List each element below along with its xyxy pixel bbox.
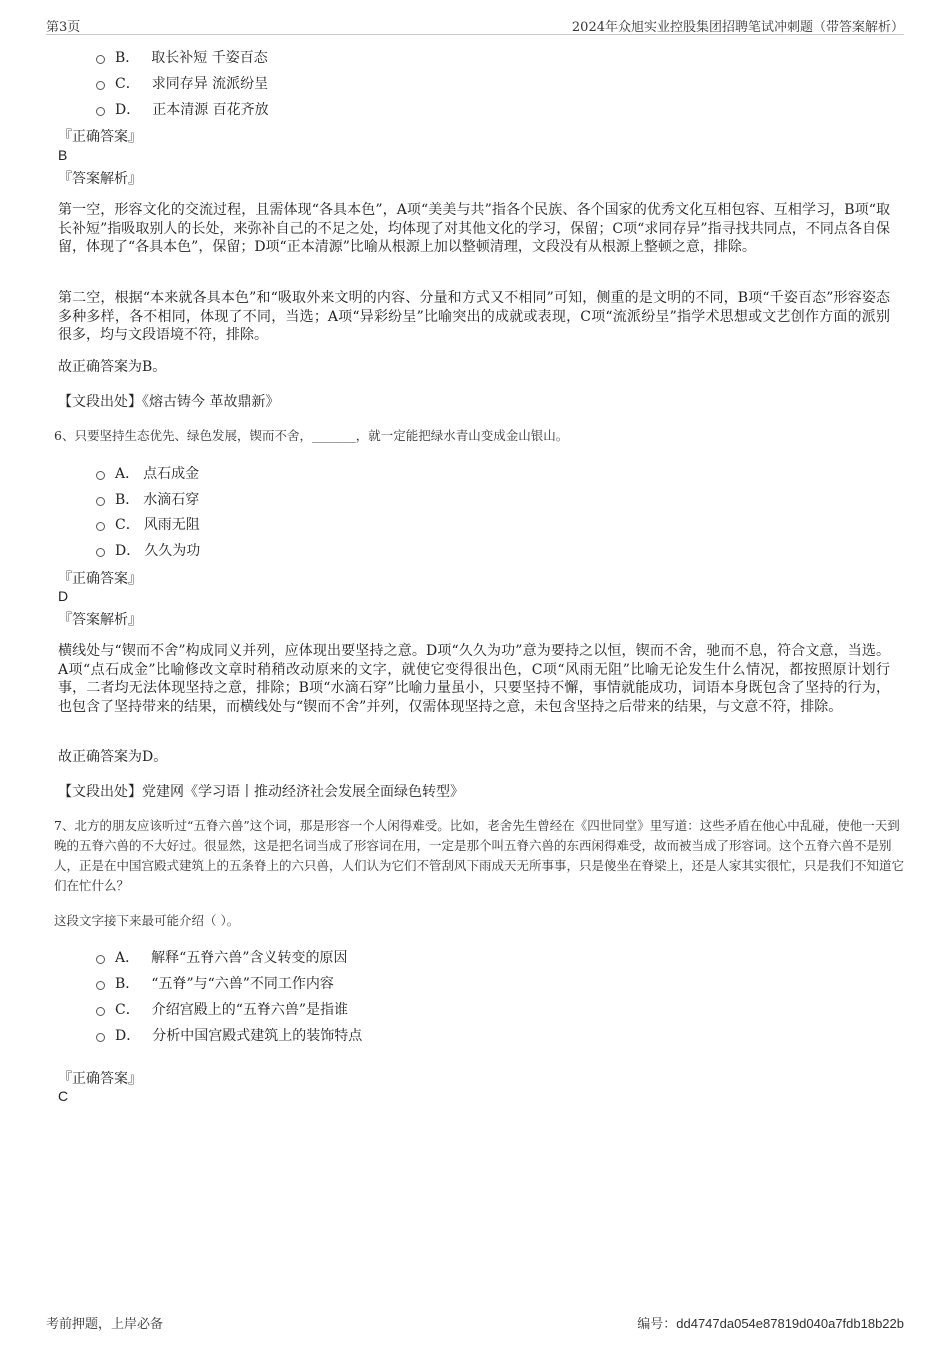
radio-icon[interactable] (96, 497, 105, 506)
code-value: dd4747da054e87819d040a7fdb18b22b (676, 1316, 904, 1331)
option-text: 久久为功 (144, 543, 201, 559)
option-text: 正本清源 百花齐放 (152, 102, 269, 118)
option-key: C． (115, 517, 140, 533)
footer-slogan: 考前押题，上岸必备 (46, 1317, 164, 1332)
option-text: 分析中国宫殿式建筑上的装饰特点 (152, 1028, 363, 1044)
q6-option-d[interactable] (96, 540, 200, 560)
radio-icon[interactable] (96, 1007, 105, 1016)
radio-icon[interactable] (96, 471, 105, 480)
document-title: 2024年众旭实业控股集团招聘笔试冲刺题（带答案解析） (571, 20, 904, 35)
q7-option-d[interactable] (96, 1025, 362, 1045)
analysis-label: 『答案解析』 (58, 171, 142, 187)
analysis-label: 『答案解析』 (58, 612, 142, 628)
q5-option-b[interactable] (96, 47, 268, 67)
question-text: 6、只要坚持生态优先、绿色发展，锲而不舍，_______，就一定能把绿水青山变成金山银山。 (54, 428, 569, 443)
option-text: 取长补短 千姿百态 (151, 50, 268, 66)
source-citation: 【文段出处】《熔古铸今 革故鼎新》 (58, 394, 280, 410)
radio-icon[interactable] (96, 981, 105, 990)
correct-answer: D (58, 588, 69, 604)
option-key: D． (115, 1028, 141, 1044)
radio-icon[interactable] (96, 107, 105, 116)
answer-label: 『正确答案』 (58, 571, 142, 587)
q5-option-c[interactable] (96, 73, 268, 93)
option-key: A． (115, 466, 140, 482)
option-key: D． (115, 102, 141, 118)
q6-option-a[interactable] (96, 463, 199, 483)
code-label: 编号： (637, 1317, 677, 1332)
header-divider (46, 34, 904, 35)
q7-option-b[interactable] (96, 973, 334, 993)
radio-icon[interactable] (96, 1033, 105, 1042)
q5-option-d[interactable] (96, 99, 269, 119)
option-text: 点石成金 (143, 466, 200, 482)
q7-option-c[interactable] (96, 999, 348, 1019)
radio-icon[interactable] (96, 81, 105, 90)
option-text: 水滴石穿 (143, 492, 200, 508)
analysis-paragraph: 第二空，根据“本来就各具本色”和“吸取外来文明的内容、分量和方式又不相同”可知，侧重的是文明的不同，B项“千姿百态”形容姿态多种多样，各不相同，体现了不同，当选；A项“异彩纷呈”比喻突出的成就或表现，C项“流派纷呈”指学术思想或文艺创作方面的派别很多，均与文段语境不符，排除。 (58, 290, 890, 343)
correct-answer: C (58, 1088, 69, 1104)
option-key: D． (115, 543, 141, 559)
analysis-paragraph: 横线处与“锲而不舍”构成同义并列，应体现出要坚持之意。D项“久久为功”意为要持之以恒，锲而不舍，驰而不息，符合文意，当选。A项“点石成金”比喻修改文章时稍稍改动原来的文字，就使它变得很出色，C项“风雨无阻”比喻无论发生什么情况，都按照原计划行事，二者均无法体现坚持之意，排除；B项“水滴石穿”比喻力量虽小，只要坚持不懈，事情就能成功，词语本身既包含了坚持的行为，也包含了坚持带来的结果，而横线处与“锲而不舍”并列，仅需体现坚持之意，未包含坚持之后带来的结果，与文意不符，排除。 (58, 643, 890, 715)
option-text: 求同存异 流派纷呈 (151, 76, 269, 92)
analysis-paragraph: 第一空，形容文化的交流过程，且需体现“各具本色”，A项“美美与共”指各个民族、各个国家的优秀文化互相包容、互相学习，B项“取长补短”指吸取别人的长处，来弥补自己的不足之处，均体现了对其他文化的学习，保留；C项“求同存异”指寻找共同点，不同点各自保留，体现了“各具本色”，保留；D项“正本清源”比喻从根源上加以整顿清理，文段没有从根源上整顿之意，排除。 (58, 202, 890, 255)
option-key: A． (115, 950, 140, 966)
source-citation: 【文段出处】党建网《学习语丨推动经济社会发展全面绿色转型》 (58, 784, 464, 800)
radio-icon[interactable] (96, 955, 105, 964)
radio-icon[interactable] (96, 522, 105, 531)
radio-icon[interactable] (96, 55, 105, 64)
option-text: 介绍宫殿上的“五脊六兽”是指谁 (151, 1002, 349, 1018)
conclusion: 故正确答案为B。 (58, 359, 167, 375)
option-key: B． (115, 976, 140, 992)
correct-answer: B (58, 147, 68, 163)
radio-icon[interactable] (96, 548, 105, 557)
option-key: C． (115, 1002, 140, 1018)
q6-option-b[interactable] (96, 489, 199, 509)
option-key: B． (115, 492, 140, 508)
question-text: 7、北方的朋友应该听过“五脊六兽”这个词，那是形容一个人闲得难受。比如，老舍先生曾经在《四世同堂》里写道：这些矛盾在他心中乱碰，使他一天到晚的五脊六兽的不大好过。很显然，这是把名词当成了形容词在用，一定是那个叫五脊六兽的东西闲得难受，故而被当成了形容词。这个五脊六兽不是别人，正是在中国宫殿式建筑上的五条脊上的六只兽，人们认为它们不管刮风下雨成天无所事事，只是傻坐在脊梁上，还是人家其实很忙，只是我们不知道它们在忙什么？ (54, 818, 905, 893)
footer-code (637, 1313, 904, 1332)
option-text: 风雨无阻 (143, 517, 200, 533)
option-text: 解释“五脊六兽”含义转变的原因 (151, 950, 348, 966)
conclusion: 故正确答案为D。 (58, 749, 168, 765)
answer-label: 『正确答案』 (58, 129, 142, 145)
answer-label: 『正确答案』 (58, 1071, 142, 1087)
page-number: 第3页 (46, 20, 81, 35)
option-text: “五脊”与“六兽”不同工作内容 (151, 976, 334, 992)
question-prompt: 这段文字接下来最可能介绍（ ）。 (54, 913, 240, 928)
q6-option-c[interactable] (96, 514, 200, 534)
q7-option-a[interactable] (96, 947, 347, 967)
option-key: B． (115, 50, 140, 66)
option-key: C． (115, 76, 140, 92)
